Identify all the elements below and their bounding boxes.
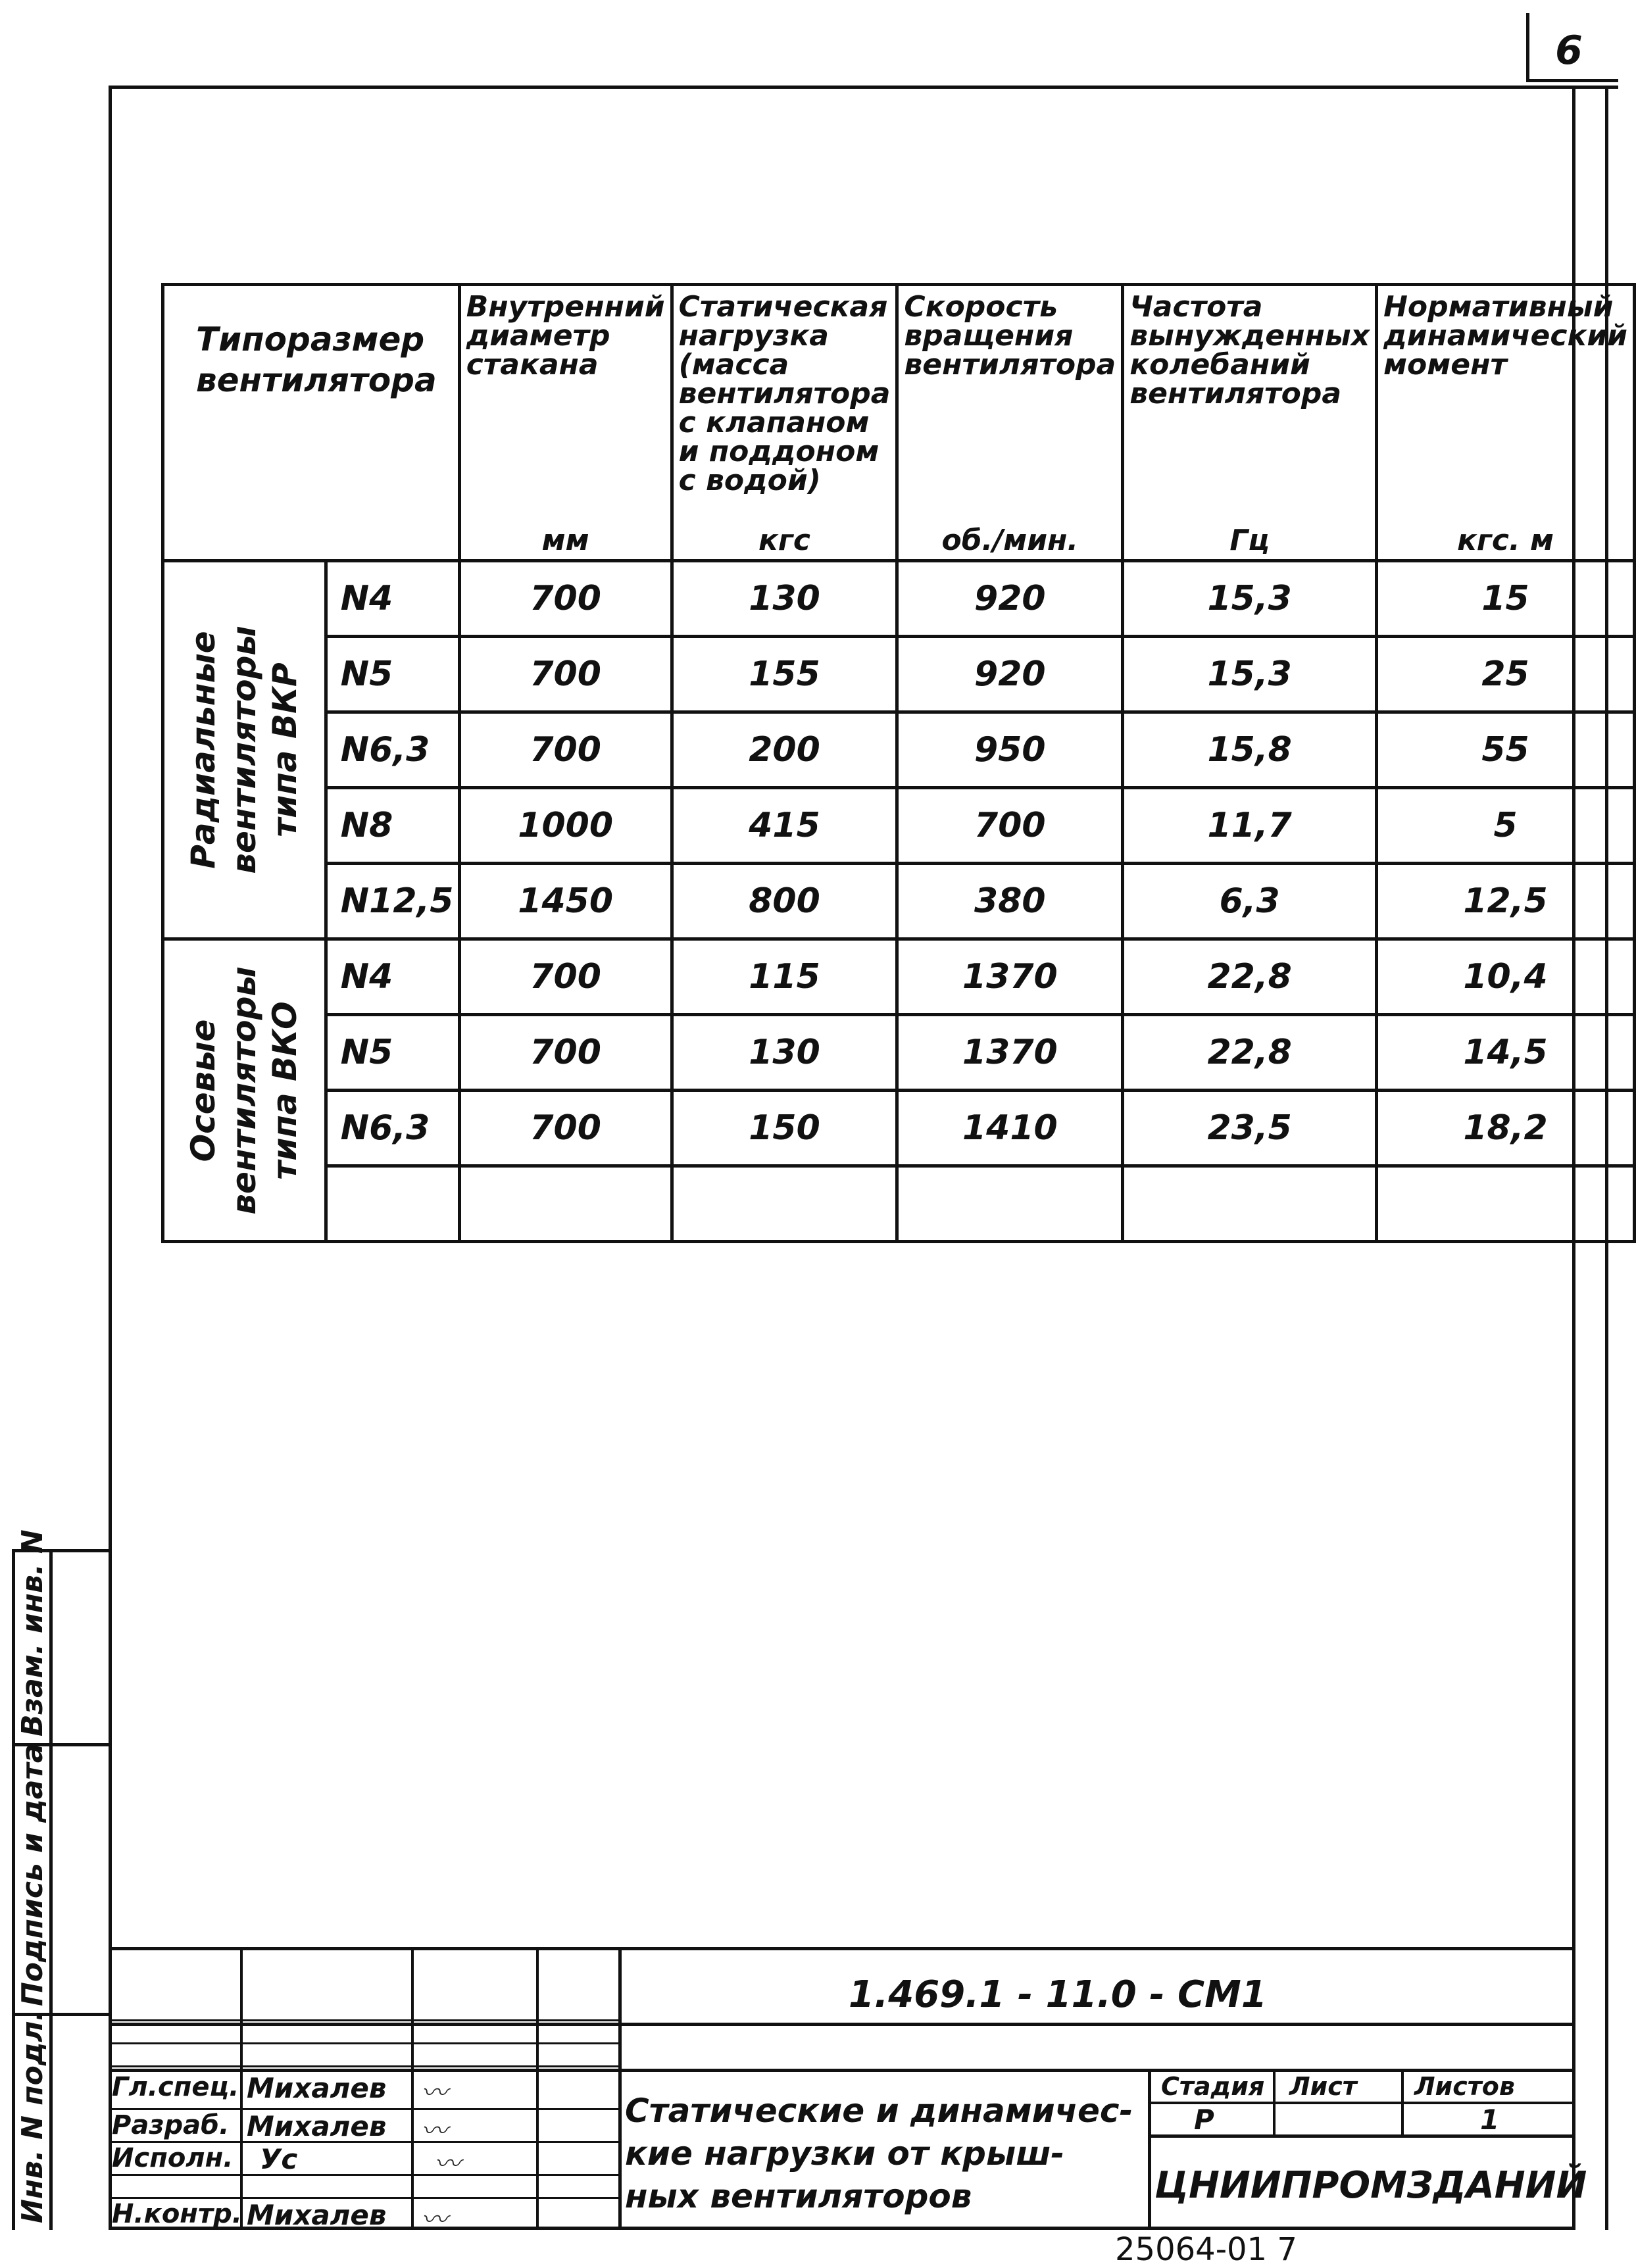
value-cell: 1450 — [459, 864, 672, 939]
value-cell: 115 — [672, 939, 897, 1015]
sheets-value: 1 — [1480, 2104, 1500, 2136]
header-diameter-title: Внутренний диаметр стакана — [466, 290, 665, 382]
value-cell: 12,5 — [1377, 864, 1635, 939]
table-row — [163, 561, 1635, 637]
value-cell: 55 — [1377, 712, 1635, 788]
value-cell: 920 — [897, 637, 1123, 712]
header-size — [163, 285, 460, 561]
header-diameter — [459, 285, 672, 561]
header-dynamic-moment-unit: кгс. м — [1457, 524, 1554, 557]
value-cell: 15,8 — [1123, 712, 1377, 788]
header-static-load-unit: кгс — [758, 524, 810, 557]
tb-stage-left — [1148, 2069, 1151, 2230]
value-cell: 950 — [897, 712, 1123, 788]
tb-stage-col1 — [1273, 2069, 1276, 2134]
model-cell: N12,5 — [326, 864, 459, 939]
group-axial-line3: типа ВКО — [266, 1000, 305, 1180]
stage-label: Стадия — [1161, 2072, 1265, 2101]
group-radial-line1: Радиальные — [184, 631, 223, 869]
value-cell: 14,5 — [1377, 1015, 1635, 1091]
role-label: Исполн. — [112, 2143, 234, 2173]
model-cell: N4 — [326, 561, 459, 637]
model-cell: N5 — [326, 1015, 459, 1091]
value-cell — [1123, 1166, 1377, 1242]
value-cell — [897, 1166, 1123, 1242]
model-cell: N4 — [326, 939, 459, 1015]
value-cell: 10,4 — [1377, 939, 1635, 1015]
group-radial-line3: типа ВКР — [266, 662, 305, 837]
header-frequency-unit: Гц — [1229, 524, 1270, 557]
table-row — [163, 637, 1635, 712]
value-cell: 130 — [672, 1015, 897, 1091]
group-label-axial — [163, 939, 326, 1242]
role-label: Н.контр. — [112, 2199, 242, 2229]
header-diameter-unit: мм — [541, 524, 589, 557]
value-cell: 23,5 — [1123, 1091, 1377, 1166]
value-cell: 700 — [459, 1091, 672, 1166]
value-cell: 700 — [459, 561, 672, 637]
tb-col-3 — [536, 1947, 539, 2230]
frame-left — [109, 86, 112, 2230]
organization: ЦНИИПРОМЗДАНИЙ — [1154, 2164, 1587, 2207]
tb-col-2 — [411, 1947, 414, 2230]
value-cell: 1000 — [459, 788, 672, 864]
header-static-load — [672, 285, 897, 561]
table-row — [163, 1015, 1635, 1091]
value-cell: 800 — [672, 864, 897, 939]
tb-col-1 — [240, 1947, 243, 2230]
side-strip-middle — [49, 1549, 53, 2230]
model-cell: N5 — [326, 637, 459, 712]
doc-code: 1.469.1 - 11.0 - СМ1 — [849, 1973, 1267, 2016]
group-label-radial-text — [183, 626, 305, 874]
value-cell: 22,8 — [1123, 1015, 1377, 1091]
sheet-label: Лист — [1289, 2072, 1357, 2101]
header-dynamic-moment — [1377, 285, 1635, 561]
model-cell: N6,3 — [326, 712, 459, 788]
header-static-load-title: Статическая нагрузка (масса вентилятора с клапаном и поддоном с водой) — [678, 290, 891, 497]
value-cell: 5 — [1377, 788, 1635, 864]
table-row — [163, 1166, 1635, 1242]
group-label-radial — [163, 561, 326, 939]
header-speed-unit: об./мин. — [941, 524, 1079, 557]
role-name: Михалев — [247, 2072, 387, 2104]
value-cell: 920 — [897, 561, 1123, 637]
model-cell: N6,3 — [326, 1091, 459, 1166]
value-cell: 25 — [1377, 637, 1635, 712]
value-cell: 18,2 — [1377, 1091, 1635, 1166]
title-line-1: Статические и динамичес- — [625, 2092, 1133, 2130]
value-cell: 155 — [672, 637, 897, 712]
footer-code: 25064-01 7 — [1115, 2231, 1297, 2268]
fan-load-table — [161, 283, 1636, 1243]
value-cell: 200 — [672, 712, 897, 788]
side-replace-inv: Взам. инв. N — [16, 1529, 49, 1737]
group-label-axial-text — [183, 966, 305, 1214]
table-row — [163, 788, 1635, 864]
sheet-box-left — [1526, 13, 1529, 82]
header-dynamic-moment-title: Нормативный динамический момент — [1383, 290, 1627, 382]
signature-2: 〰 — [421, 2116, 447, 2146]
header-speed-title: Скорость вращения вентилятора — [904, 290, 1116, 382]
value-cell: 700 — [459, 939, 672, 1015]
value-cell: 6,3 — [1123, 864, 1377, 939]
value-cell: 15,3 — [1123, 561, 1377, 637]
role-label: Разраб. — [112, 2110, 230, 2140]
model-cell: N8 — [326, 788, 459, 864]
value-cell: 380 — [897, 864, 1123, 939]
value-cell: 700 — [459, 712, 672, 788]
signature-3: 〰 — [434, 2149, 460, 2179]
model-cell — [326, 1166, 459, 1242]
tb-row-c — [109, 2065, 618, 2067]
value-cell: 11,7 — [1123, 788, 1377, 864]
role-name: Ус — [260, 2143, 298, 2175]
side-strip-left — [12, 1549, 15, 2230]
role-label: Гл.спец. — [112, 2072, 239, 2102]
group-radial-line2: вентиляторы — [225, 626, 264, 874]
value-cell: 1410 — [897, 1091, 1123, 1166]
group-axial-line2: вентиляторы — [225, 966, 264, 1215]
value-cell: 1370 — [897, 1015, 1123, 1091]
tb-row-f — [109, 2174, 618, 2176]
value-cell: 700 — [459, 637, 672, 712]
value-cell: 22,8 — [1123, 939, 1377, 1015]
signature-4: 〰 — [421, 2205, 447, 2235]
stage-value: Р — [1194, 2104, 1214, 2136]
header-size-title: Типоразмер вентилятора — [196, 320, 437, 399]
table-row — [163, 1091, 1635, 1166]
role-name: Михалев — [247, 2110, 387, 2142]
tb-stage-col2 — [1401, 2069, 1404, 2134]
table-row — [163, 864, 1635, 939]
sheet-number: 6 — [1555, 28, 1583, 74]
title-line-2: кие нагрузки от крыш- — [625, 2134, 1065, 2173]
tb-mid — [109, 2023, 1575, 2026]
value-cell: 15,3 — [1123, 637, 1377, 712]
value-cell: 15 — [1377, 561, 1635, 637]
value-cell — [459, 1166, 672, 1242]
sheets-label: Листов — [1414, 2072, 1515, 2101]
table-row — [163, 712, 1635, 788]
value-cell: 130 — [672, 561, 897, 637]
header-frequency — [1123, 285, 1377, 561]
frame-top — [109, 86, 1618, 89]
value-cell — [672, 1166, 897, 1242]
signature-1: 〰 — [421, 2078, 447, 2108]
value-cell: 1370 — [897, 939, 1123, 1015]
value-cell — [1377, 1166, 1635, 1242]
title-line-3: ных вентиляторов — [625, 2177, 972, 2215]
table-row — [163, 939, 1635, 1015]
tb-row-a — [109, 2019, 618, 2021]
header-speed — [897, 285, 1123, 561]
value-cell: 700 — [459, 1015, 672, 1091]
tb-vdiv-main — [618, 1947, 622, 2230]
side-inv-no: Инв. N подл. — [16, 2009, 49, 2223]
value-cell: 150 — [672, 1091, 897, 1166]
header-frequency-title: Частота вынужденных колебаний вентилятора — [1129, 290, 1370, 410]
tb-row-b — [109, 2042, 618, 2044]
role-name: Михалев — [247, 2199, 387, 2231]
value-cell: 700 — [897, 788, 1123, 864]
side-sign-date: Подпись и дата — [16, 1743, 49, 2006]
tb-top — [109, 1947, 1575, 1950]
group-axial-line1: Осевые — [184, 1019, 223, 1162]
value-cell: 415 — [672, 788, 897, 864]
